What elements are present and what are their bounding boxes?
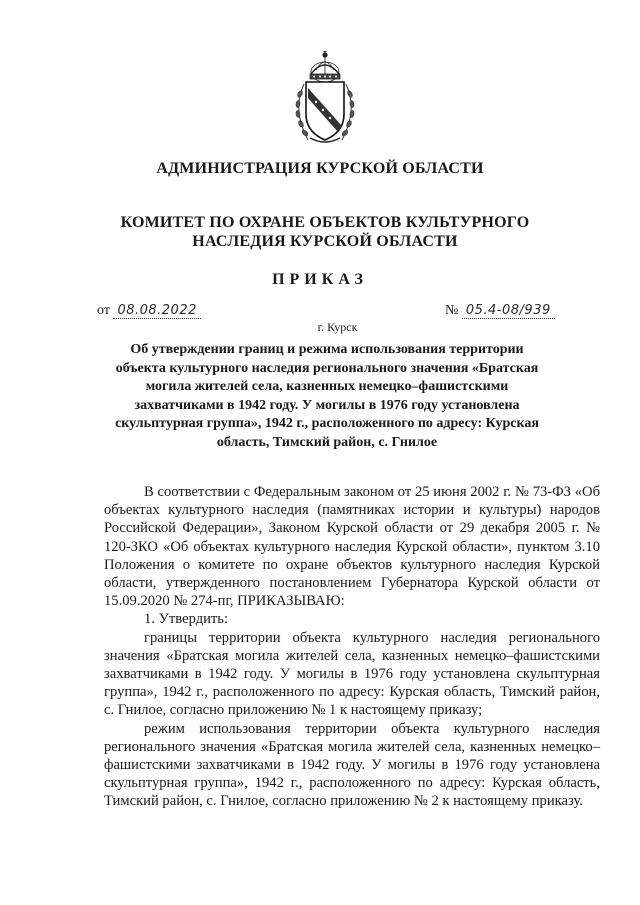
date-line [97,303,201,319]
administration-title: АДМИНИСТРАЦИЯ КУРСКОЙ ОБЛАСТИ [156,160,484,177]
usage-regime-paragraph: режим использования территории объекта культурного наследия регионального значения «Братская могила жителей села, казненных немецко–фашистскими захватчиками в 1942 году. У могилы в 1976 году установлена скульптурная группа», 1942 г., расположенного по адресу: Курская область, Тимский район, с. Гнилое, согласно приложению № 2 к настоящему приказу. [104,720,600,810]
committee-title: КОМИТЕТ ПО ОХРАНЕ ОБЪЕКТОВ КУЛЬТУРНОГО НАСЛЕДИЯ КУРСКОЙ ОБЛАСТИ [120,214,530,250]
date-value: 08.08.2022 [113,303,200,319]
city-label: г. Курск [317,320,358,334]
coat-of-arms-icon [290,50,360,148]
date-prefix: от [97,303,110,318]
preamble-paragraph: В соответствии с Федеральным законом от 25 июня 2002 г. № 73-ФЗ «Об объектах культурного наследия (памятниках истории и культуры) народов Российской Федерации», Законом Курской области от 29 декабря 2005 г. № 120-ЗКО «Об объектах культурного наследия Курской области», пунктом 3.10 Положения о комитете по охране объектов культурного наследия Курской области, утвержденного постановлением Губернатора Курской области от 15.09.2020 № 274-пг, ПРИКАЗЫВАЮ: [104,484,600,610]
order-body [104,483,600,811]
boundaries-paragraph: границы территории объекта культурного наследия регионального значения «Братская могила жителей села, казненных немецко–фашистскими захватчиками в 1942 году. У могилы в 1976 году установлена скульптурная группа», 1942 г., расположенного по адресу: Курская область, Тимский район, с. Гнилое, согласно приложению № 1 к настоящему приказу; [104,629,600,719]
order-subject: Об утверждении границ и режима использования территории объекта культурного наследия регионального значения «Братская могила жителей села, казненных немецко–фашистскими захватчиками в 1942 году. У могилы в 1976 году установлена скульптурная группа», 1942 г., расположенного по адресу: Курская область, Тимский район, с. Гнилое [115,342,539,450]
number-prefix: № [445,303,459,318]
document-type-title: ПРИКАЗ [272,271,368,288]
number-value: 05.4-08/939 [462,303,555,319]
approve-item: 1. Утвердить: [144,611,229,628]
number-line [445,303,555,319]
